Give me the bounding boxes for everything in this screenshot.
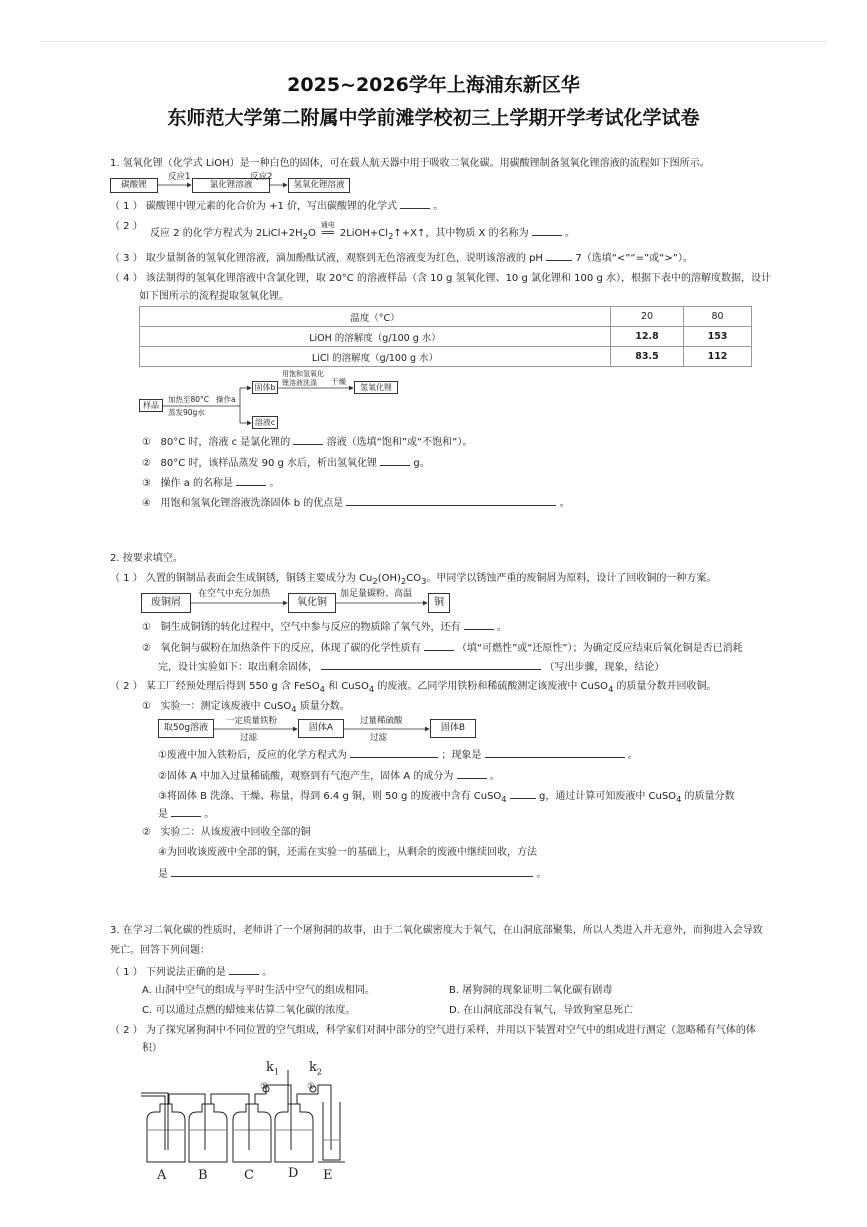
valve-k2-label: $k_2$ (309, 1060, 322, 1077)
bottle-c-label: C (244, 1168, 254, 1183)
flow3-arrow1-bottom: 过滤 (240, 733, 258, 743)
q2-e2-q4-line2: 是 。 (158, 866, 546, 882)
flow-arrow2-label: 加足量碳粉、高温 (340, 589, 413, 599)
q1-4-part1: ① 80°C 时，溶液 c 是氯化锂的 溶液（选填“饱和”或“不饱和”）。 (142, 434, 472, 450)
flow-arrows (158, 185, 429, 729)
q3-stem-line2: 死亡。回答下列问题： (110, 945, 210, 956)
q1-4-part2: ② 80°C 时，该样品蒸发 90 g 水后，析出氢氧化锂 g。 (142, 455, 430, 471)
flow2-arrow1-top: 加热至80°C (168, 395, 210, 404)
flow-box-scrap-copper: 废铜屑 (141, 593, 191, 613)
flow1-box-lithium-hydroxide: 氢氧化锂溶液 (288, 178, 350, 193)
q3-part2-line2: 积） (142, 1043, 162, 1054)
table-header-cell: 80 (684, 307, 752, 327)
exam-title-line1: 2025~2026学年上海浦东新区华 (287, 74, 580, 96)
flow1-box-lithium-carbonate: 碳酸锂 (110, 178, 158, 193)
bottle-a-label: A (157, 1168, 167, 1183)
q2-part1-intro: （ 1 ） 久置的铜制品表面会生成铜锈，铜锈主要成分为 $Cu_2(OH)_2CO_3$。甲同学以锈蚀严重的废铜屑为原料，设计了回收铜的一种方案。 (110, 573, 717, 586)
q1-stem: 1. 氢氧化锂（化学式 LiOH）是一种白色的固体，可在载人航天器中用于吸收二氧化碳。用碳酸锂制备氢氧化锂溶液的流程如下图所示。 (110, 158, 710, 169)
q1-sub4-line1: （ 4 ） 该法制得的氢氧化锂溶液中含氯化锂，取 20°C 的溶液样品（含 10 g 氢氧化锂、10 g 氯化锂和 100 g 水），根据下表中的溶解度数据，设计 (110, 273, 771, 284)
q1-4-part3: ③ 操作 a 的名称是 。 (142, 475, 279, 491)
q2-e2-q4-line1: ④为回收该废液中全部的铜，还需在实验一的基础上，从剩余的废液中继续回收，方法 (158, 847, 537, 858)
table-cell: 153 (684, 327, 752, 347)
q2-1-part2: ② 氧化铜与碳粉在加热条件下的反应，体现了碳的化学性质有 （填“可燃性”或“还原性”）；为确定反应结束后氧化铜是否已消耗 (142, 640, 743, 656)
table-cell: 112 (684, 347, 752, 367)
flow3-box-solid-b: 固体B (430, 719, 476, 738)
flow-arrow1-label: 在空气中充分加热 (198, 589, 271, 599)
flow2-wash-label-top: 用饱和氢氧化 (282, 370, 324, 378)
q3-option-c[interactable]: C. 可以通过点燃的蜡烛来估算二氧化碳的浓度。 (142, 1005, 356, 1016)
table-cell: 83.5 (611, 347, 684, 367)
flow3-box-sample: 取50g溶液 (158, 719, 214, 738)
q2-part2-intro: （ 2 ） 某工厂经预处理后得到 550 g 含 FeSO$_4$ 和 CuSO$_4$ 的废液。乙同学用铁粉和稀硫酸测定该废液中 CuSO$_4$ 的质量分数并回收铜。 (110, 681, 717, 694)
flow2-dry-label: 干燥 (331, 377, 346, 386)
flow2-box-solution-c: 溶液c (252, 416, 278, 429)
gas-apparatus-diagram (141, 1070, 345, 1162)
exam-title-line2: 东师范大学第二附属中学前滩学校初三上学期开学考试化学试卷 (167, 107, 700, 129)
q3-option-b[interactable]: B. 屠狗洞的现象证明二氧化碳有剧毒 (449, 985, 613, 996)
flow2-box-lithium-hydroxide: 氢氧化锂 (354, 381, 398, 394)
q1-sub3: （ 3 ） 取少量制备的氢氧化锂溶液，滴加酚酞试液，观察到无色溶液变为红色，说明该溶液的 pH 7（选填“<”“=”或“>”）。 (110, 250, 693, 266)
q2-1-part1: ① 铜生成铜锈的转化过程中，空气中参与反应的物质除了氧气外，还有 。 (142, 619, 507, 635)
valve-k1-mark: ① (260, 1082, 269, 1092)
flow2-box-sample: 样品 (139, 399, 163, 412)
bottle-d-label: D (288, 1166, 299, 1181)
q2-e1-q3-cont: 是 。 (158, 806, 214, 822)
flow3-arrow1-top: 一定质量铁粉 (226, 716, 278, 726)
flow3-arrow2-bottom: 过滤 (370, 733, 388, 743)
flow2-wash-label-bottom: 锂溶液洗涤 (282, 379, 317, 387)
q2-experiment1: ① 实验一：测定该废液中 CuSO$_4$ 质量分数。 (142, 701, 350, 714)
q2-e1-q1: ①废液中加入铁粉后，反应的化学方程式为 ；现象是 。 (158, 747, 638, 763)
q1-sub4-line2: 如下图所示的流程提取氢氧化锂。 (139, 291, 289, 302)
q2-stem: 2. 按要求填空。 (110, 553, 183, 564)
q1-sub2: 反应 2 的化学方程式为 $2LiCl+2H_2O$ 通电 ══ $2LiOH+Cl_2↑+X↑$，其中物质 X 的名称为 。 (150, 225, 575, 243)
bottle-b-label: B (198, 1168, 208, 1183)
flow3-arrow2-top: 过量稀硫酸 (360, 716, 403, 726)
q3-part2-line1: （ 2 ） 为了探究屠狗洞中不同位置的空气组成，科学家们对洞中部分的空气进行采样，并用以下装置对空气中的组成进行测定（忽略稀有气体的体 (110, 1025, 756, 1036)
flow1-box-lithium-chloride: 氯化锂溶液 (192, 178, 270, 193)
q1-sub2-label: （ 2 ） (110, 221, 143, 232)
cylinder-e-label: E (323, 1168, 333, 1183)
flow2-arrow1-bottom: 蒸发90g水 (168, 408, 205, 417)
table-cell: LiCl 的溶解度（g/100 g 水） (140, 347, 611, 367)
valve-k1-label: $k_1$ (266, 1060, 279, 1077)
table-header-cell: 温度（°C） (140, 307, 611, 327)
q2-e1-q3: ③将固体 B 洗涤、干燥、称量，得到 6.4 g 铜，则 50 g 的废液中含有 CuSO$_4$ g，通过计算可知废液中 CuSO$_4$ 的质量分数 (158, 788, 735, 806)
table-header-cell: 20 (611, 307, 684, 327)
q1-4-part4: ④ 用饱和氢氧化锂溶液洗涤固体 b 的优点是 。 (142, 495, 570, 511)
q3-stem-line1: 3. 在学习二氧化碳的性质时，老师讲了一个屠狗洞的故事，由于二氧化碳密度大于氧气，在山洞底部聚集，所以人类进入并无意外，而狗进入会导致 (110, 925, 763, 936)
table-cell: LiOH 的溶解度（g/100 g 水） (140, 327, 611, 347)
q3-option-d[interactable]: D. 在山洞底部没有氧气，导致狗窒息死亡 (449, 1005, 634, 1016)
q2-1-part2-cont: 完，设计实验如下：取出剩余固体， （写出步骤，现象，结论） (158, 659, 664, 675)
valve-k2-mark: ① (307, 1082, 316, 1092)
q2-e1-q2: ②固体 A 中加入过量稀硫酸，观察到有气泡产生，固体 A 的成分为 。 (158, 768, 500, 784)
q3-part1: （ 1 ） 下列说法正确的是 。 (110, 964, 272, 980)
flow1-arrow1-label: 反应1 (168, 172, 191, 182)
flow-box-copper: 铜 (428, 593, 450, 613)
flow2-box-solid-b: 固体b (252, 381, 278, 394)
q1-reaction-condition: 通电 (320, 221, 335, 229)
flow1-arrow2-label: 反应2 (250, 172, 273, 182)
flow2-operation-a: 操作a (216, 395, 236, 404)
q1-sub1: （ 1 ） 碳酸锂中锂元素的化合价为 +1 价，写出碳酸锂的化学式 。 (110, 198, 443, 214)
flow-box-copper-oxide: 氧化铜 (288, 593, 336, 613)
table-cell: 12.8 (611, 327, 684, 347)
flow3-box-solid-a: 固体A (298, 719, 344, 738)
q2-experiment2: ② 实验二：从该废液中回收全部的铜 (142, 827, 311, 838)
q3-option-a[interactable]: A. 山洞中空气的组成与平时生活中空气的组成相同。 (142, 985, 376, 996)
